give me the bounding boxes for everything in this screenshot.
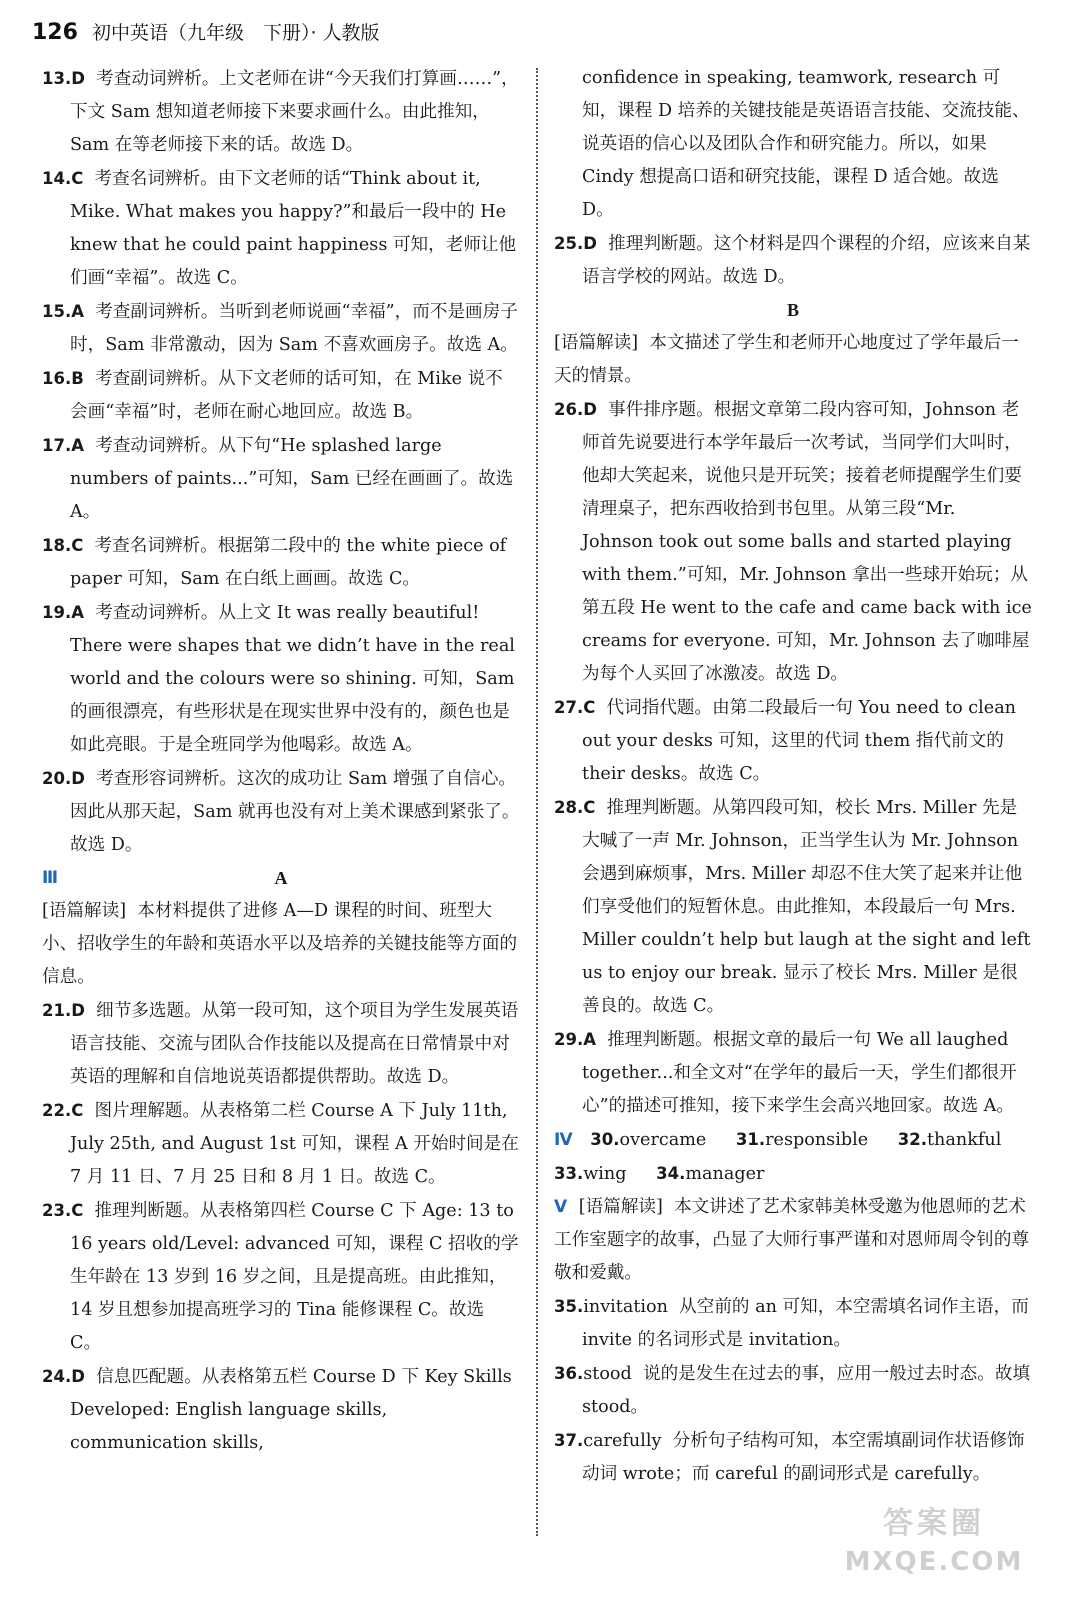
answer-item-21: 21.D 细节多选题。从第一段可知，这个项目为学生发展英语语言技能、交流与团队合作技能以及提高在日常情景中对英语的理解和自信地说英语都提供帮助。故选 D。	[42, 1001, 519, 1087]
answer-30: 30.overcame	[590, 1130, 707, 1150]
section-3-part-a: A	[274, 868, 288, 888]
answer-item-16: 16.B 考查副词辨析。从下文老师的话可知，在 Mike 说不会画“幸福”时，老师在耐心地回应。故选 B。	[42, 369, 503, 422]
answer-item-23: 23.C 推理判断题。从表格第四栏 Course C 下 Age: 13 to 16 years old/Level: advanced 可知，课程 C 招收的学生年龄在 13 岁到 16 岁之间，且是提高班。由此推知，14 岁且想参加提高班学习的 Tina 能修课程 C。故选 C。	[42, 1201, 519, 1353]
section-4-answers	[554, 1123, 1032, 1191]
watermark-url: MXQE.COM	[844, 1547, 1024, 1577]
answer-item-24-continued: confidence in speaking, teamwork, research 可知，课程 D 培养的关键技能是英语语言技能、交流技能、说英语的信心以及团队合作和研究能力。所以，如果 Cindy 想提高口语和研究技能，课程 D 适合她。故选 D。	[582, 68, 1030, 220]
answer-34: 34.manager	[656, 1164, 765, 1184]
answer-item-27: 27.C 代词指代题。由第二段最后一句 You need to clean out your desks 可知，这里的代词 them 指代前文的 their desks。故选 C。	[554, 698, 1017, 784]
watermark-logo: 答案圈	[883, 1506, 985, 1541]
answer-item-25: 25.D 推理判断题。这个材料是四个课程的介绍，应该来自某语言学校的网站。故选 D。	[554, 234, 1031, 287]
answer-item-17: 17.A 考查动词辨析。从下句“He splashed large numbers of paints...”可知，Sam 已经在画画了。故选 A。	[42, 436, 514, 522]
answer-item-28: 28.C 推理判断题。从第四段可知，校长 Mrs. Miller 先是大喊了一声 Mr. Johnson，正当学生认为 Mr. Johnson 会遇到麻烦事，Mrs. Miller 却忍不住大笑了起来并让他们享受他们的短暂休息。由此推知，本段最后一句 Mrs. Miller couldn’t help but laugh at the sight and left us to enjoy our break. 显示了校长 Mrs. Miller 是很善良的。故选 C。	[554, 798, 1031, 1016]
answer-item-14: 14.C 考查名词辨析。由下文老师的话“Think about it, Mike. What makes you happy?”和最后一段中的 He knew that he could paint happiness 可知，老师让他们画“幸福”。故选 C。	[42, 169, 517, 288]
answer-item-26: 26.D 事件排序题。根据文章第二段内容可知，Johnson 老师首先说要进行本学年最后一次考试，当同学们大叫时，他却大笑起来，说他只是开玩笑；接着老师提醒学生们要清理桌子，把东西收拾到书包里。从第三段“Mr. Johnson took out some balls and started playing with them.”可知，Mr. Johnson 拿出一些球开始玩；从第五段 He went to the cafe and came back with ice creams for everyone. 可知，Mr. Johnson 去了咖啡屋为每个人买回了冰激凌。故选 D。	[554, 400, 1032, 684]
answer-item-29: 29.A 推理判断题。根据文章的最后一句 We all laughed together...和全文对“在学年的最后一天，学生们都很开心”的描述可推知，接下来学生会高兴地回家。故选 A。	[554, 1030, 1017, 1116]
answer-item-24: 24.D 信息匹配题。从表格第五栏 Course D 下 Key Skills Developed: English language skills, communication skills,	[42, 1367, 512, 1453]
answer-item-20: 20.D 考查形容词辨析。这次的成功让 Sam 增强了自信心。因此从那天起，Sam 就再也没有对上美术课感到紧张了。故选 D。	[42, 769, 520, 855]
two-column-body	[42, 62, 1032, 1542]
section-3-part-b: B	[786, 300, 799, 320]
section-5-number: Ⅴ	[554, 1197, 568, 1217]
section-3-summary: [语篇解读] 本材料提供了进修 A—D 课程的时间、班型大小、招收学生的年龄和英语水平以及培养的关键技能等方面的信息。	[42, 901, 518, 987]
answer-item-13: 13.D 考查动词辨析。上文老师在讲“今天我们打算画……”，下文 Sam 想知道老师接下来要求画什么。由此推知，Sam 在等老师接下来的话。故选 D。	[42, 69, 519, 155]
answer-item-35: 35.invitation 从空前的 an 可知，本空需填名词作主语，而 invite 的名词形式是 invitation。	[554, 1297, 1029, 1350]
page-header	[32, 18, 1037, 54]
site-watermark	[819, 1504, 1049, 1590]
column-divider	[536, 68, 538, 1536]
section-4-number: Ⅳ	[554, 1130, 573, 1150]
section-3-number: Ⅲ	[42, 868, 59, 888]
answer-31: 31.responsible	[735, 1130, 869, 1150]
left-column	[42, 62, 520, 1542]
answer-item-22: 22.C 图片理解题。从表格第二栏 Course A 下 July 11th, July 25th, and August 1st 可知，课程 A 开始时间是在 7 月 11 日、7 月 25 日和 8 月 1 日。故选 C。	[42, 1101, 519, 1187]
right-column	[554, 62, 1032, 1542]
answer-item-18: 18.C 考查名词辨析。根据第二段中的 the white piece of paper 可知，Sam 在白纸上画画。故选 C。	[42, 536, 507, 589]
section-5-summary: Ⅴ [语篇解读] 本文讲述了艺术家韩美林受邀为他恩师的艺术工作室题字的故事，凸显了大师行事严谨和对恩师周令钊的尊敬和爱戴。	[554, 1197, 1030, 1283]
answer-32: 32.thankful	[897, 1130, 1002, 1150]
answer-item-37: 37.carefully 分析句子结构可知，本空需填副词作状语修饰动词 wrote；而 careful 的副词形式是 carefully。	[554, 1431, 1025, 1484]
book-title: 初中英语（九年级 下册）· 人教版	[91, 22, 380, 44]
answer-item-19: 19.A 考查动词辨析。从上文 It was really beautiful! There were shapes that we didn’t have in the real world and the colours were so shining. 可知，Sam 的画很漂亮，有些形状是在现实世界中没有的，颜色也是如此亮眼。于是全班同学为他喝彩。故选 A。	[42, 603, 515, 755]
page-number: 126	[32, 20, 78, 45]
answer-item-15: 15.A 考查副词辨析。当听到老师说画“幸福”，而不是画房子时，Sam 非常激动，因为 Sam 不喜欢画房子。故选 A。	[42, 302, 518, 355]
part-b-summary: [语篇解读] 本文描述了学生和老师开心地度过了学年最后一天的情景。	[554, 333, 1019, 386]
section-3-heading	[42, 862, 520, 895]
answer-33: 33.wing	[554, 1164, 627, 1184]
answer-item-36: 36.stood 说的是发生在过去的事，应用一般过去时态。故填 stood。	[554, 1364, 1031, 1417]
